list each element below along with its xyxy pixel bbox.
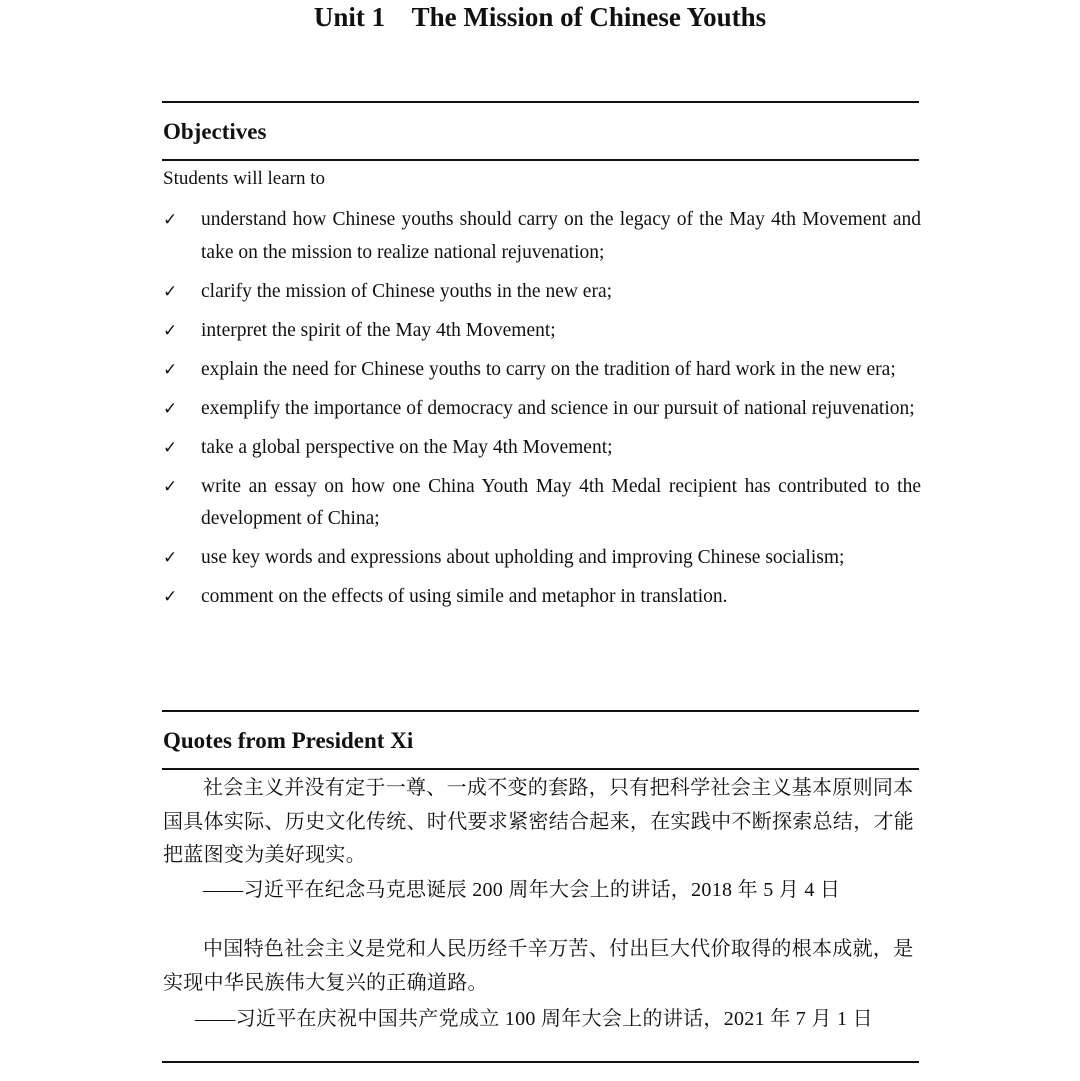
objective-text: take a global perspective on the May 4th Movement; xyxy=(201,436,613,458)
objective-item-7 xyxy=(163,471,921,536)
check-icon: ✓ xyxy=(163,587,178,607)
objective-text: write an essay on how one China Youth May 4th Medal recipient has contributed to the development of China; xyxy=(201,475,921,529)
objective-text: exemplify the importance of democracy and science in our pursuit of national rejuvenation; xyxy=(201,397,915,419)
objective-item-2 xyxy=(163,276,921,309)
check-icon: ✓ xyxy=(163,548,178,568)
quote-source-1: ——习近平在纪念马克思诞辰 200 周年大会上的讲话，2018 年 5 月 4 日 xyxy=(203,879,841,901)
objective-text: comment on the effects of using simile and metaphor in translation. xyxy=(201,586,728,607)
objective-item-9 xyxy=(163,581,921,614)
page-title: Unit 1 The Mission of Chinese Youths xyxy=(313,2,767,32)
quote-text-1: 社会主义并没有定于一尊、一成不变的套路，只有把科学社会主义基本原则同本国具体实际、历史文化传统、时代要求紧密结合起来，在实践中不断探索总结，才能把蓝图变为美好现实。 xyxy=(163,777,915,866)
quotes-top-divider xyxy=(162,710,919,712)
quote-source-2: ——习近平在庆祝中国共产党成立 100 周年大会上的讲话，2021 年 7 月 1 日 xyxy=(195,1008,873,1030)
check-icon: ✓ xyxy=(163,281,178,302)
objective-item-6 xyxy=(163,432,921,465)
objectives-list xyxy=(163,204,921,620)
objective-item-3 xyxy=(163,315,921,348)
objective-item-5 xyxy=(163,393,921,426)
check-icon: ✓ xyxy=(163,476,178,497)
objective-text: clarify the mission of Chinese youths in the new era; xyxy=(201,280,613,302)
objective-text: interpret the spirit of the May 4th Movement; xyxy=(201,319,556,341)
quotes-heading: Quotes from President Xi xyxy=(163,728,414,753)
check-icon: ✓ xyxy=(163,359,178,380)
objectives-heading: Objectives xyxy=(163,119,267,144)
objective-text: explain the need for Chinese youths to carry on the tradition of hard work in the new era; xyxy=(201,358,896,380)
quotes-divider xyxy=(162,768,919,770)
objectives-divider xyxy=(162,159,919,161)
objective-item-1 xyxy=(163,204,921,269)
objective-text: understand how Chinese youths should carry on the legacy of the May 4th Movement and take on the mission to realize national rejuvenation; xyxy=(201,209,921,263)
quote-text-2: 中国特色社会主义是党和人民历经千辛万苦、付出巨大代价取得的根本成就，是实现中华民族伟大复兴的正确道路。 xyxy=(163,938,914,994)
objective-text: use key words and expressions about upholding and improving Chinese socialism; xyxy=(201,547,845,568)
objective-item-4 xyxy=(163,354,921,387)
check-icon: ✓ xyxy=(163,398,178,419)
top-divider xyxy=(162,101,919,103)
bottom-divider xyxy=(162,1061,919,1063)
check-icon: ✓ xyxy=(163,320,178,341)
objectives-intro: Students will learn to xyxy=(163,168,326,189)
objective-item-8 xyxy=(163,542,921,575)
check-icon: ✓ xyxy=(163,210,178,230)
check-icon: ✓ xyxy=(163,437,178,458)
